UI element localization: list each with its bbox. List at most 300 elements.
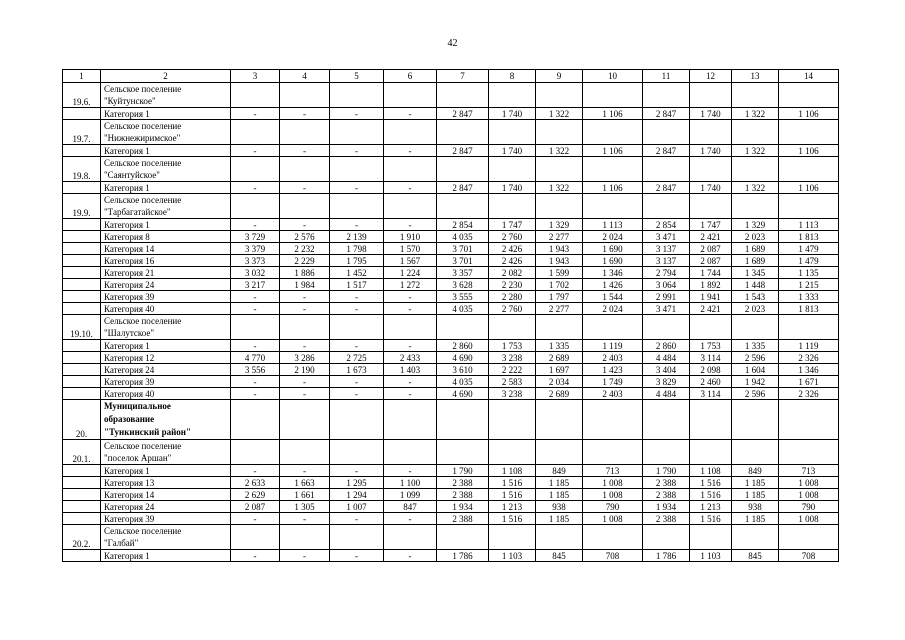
value-cell: 1 135 (779, 267, 839, 279)
empty-cell (489, 83, 536, 108)
value-cell: - (384, 388, 437, 400)
value-cell: 2 280 (489, 291, 536, 303)
value-cell: 2 229 (280, 255, 330, 267)
table-row (63, 352, 839, 364)
name-line: Сельское поселение (104, 195, 182, 205)
value-cell: 2 421 (690, 303, 732, 315)
value-cell: 4 035 (437, 231, 489, 243)
value-cell: 1 544 (583, 291, 643, 303)
empty-cell (536, 315, 583, 340)
value-cell: 4 690 (437, 352, 489, 364)
value-cell: - (231, 513, 280, 525)
row-index-cell (63, 145, 101, 157)
value-cell: - (384, 303, 437, 315)
empty-cell (280, 400, 330, 440)
value-cell: 1 329 (536, 219, 583, 231)
empty-cell (536, 525, 583, 550)
value-cell: 1 106 (583, 182, 643, 194)
value-cell: - (384, 108, 437, 120)
empty-cell (690, 157, 732, 182)
table-row (63, 489, 839, 501)
value-cell: - (384, 182, 437, 194)
value-cell: 1 740 (489, 108, 536, 120)
value-cell: - (231, 550, 280, 562)
value-cell: 2 847 (643, 182, 690, 194)
category-name: Категория 12 (101, 352, 231, 364)
table-row (63, 513, 839, 525)
value-cell: 1 516 (489, 513, 536, 525)
settlement-row (63, 83, 839, 108)
value-cell: 1 008 (583, 513, 643, 525)
empty-cell (779, 400, 839, 440)
column-header-9: 9 (536, 70, 583, 83)
value-cell: - (330, 340, 384, 352)
value-cell: 1 479 (779, 255, 839, 267)
value-cell: - (280, 182, 330, 194)
empty-cell (583, 157, 643, 182)
empty-cell (330, 120, 384, 145)
empty-cell (280, 194, 330, 219)
empty-cell (280, 525, 330, 550)
value-cell: 1 798 (330, 243, 384, 255)
row-index-cell (63, 376, 101, 388)
value-cell: 1 934 (643, 501, 690, 513)
value-cell: - (330, 465, 384, 477)
table-row (63, 279, 839, 291)
value-cell: - (384, 550, 437, 562)
value-cell: 1 934 (437, 501, 489, 513)
category-name: Категория 1 (101, 465, 231, 477)
value-cell: 1 749 (583, 376, 643, 388)
empty-cell (779, 440, 839, 465)
value-cell: 1 106 (583, 108, 643, 120)
empty-cell (384, 194, 437, 219)
empty-cell (231, 525, 280, 550)
value-cell: 1 345 (732, 267, 779, 279)
column-header-3: 3 (231, 70, 280, 83)
value-cell: 1 008 (583, 477, 643, 489)
category-name: Категория 14 (101, 243, 231, 255)
empty-cell (643, 157, 690, 182)
table-row (63, 108, 839, 120)
value-cell: 1 813 (779, 231, 839, 243)
value-cell: 1 690 (583, 255, 643, 267)
value-cell: 1 943 (536, 243, 583, 255)
empty-cell (489, 157, 536, 182)
value-cell: 2 023 (732, 303, 779, 315)
empty-cell (231, 83, 280, 108)
row-index: 20.1. (63, 440, 101, 465)
value-cell: 1 007 (330, 501, 384, 513)
empty-cell (779, 525, 839, 550)
category-name: Категория 1 (101, 108, 231, 120)
value-cell: 3 829 (643, 376, 690, 388)
value-cell: 2 433 (384, 352, 437, 364)
value-cell: - (231, 145, 280, 157)
row-index-cell (63, 219, 101, 231)
name-line: Сельское поселение (104, 158, 182, 168)
value-cell: 3 114 (690, 352, 732, 364)
value-cell: 2 583 (489, 376, 536, 388)
value-cell: 1 099 (384, 489, 437, 501)
value-cell: 1 213 (489, 501, 536, 513)
value-cell: 1 516 (690, 489, 732, 501)
value-cell: 1 106 (583, 145, 643, 157)
value-cell: 2 854 (643, 219, 690, 231)
value-cell: 845 (732, 550, 779, 562)
empty-cell (732, 194, 779, 219)
value-cell: 1 604 (732, 364, 779, 376)
value-cell: 1 753 (690, 340, 732, 352)
row-index-cell (63, 243, 101, 255)
value-cell: 2 860 (437, 340, 489, 352)
value-cell: - (330, 219, 384, 231)
row-index-cell (63, 279, 101, 291)
category-name: Категория 13 (101, 477, 231, 489)
name-line: "Нижнежиримское" (104, 133, 181, 143)
value-cell: 2 847 (643, 145, 690, 157)
value-cell: - (280, 550, 330, 562)
category-name: Категория 39 (101, 291, 231, 303)
value-cell: 3 729 (231, 231, 280, 243)
settlement-name (101, 194, 231, 219)
value-cell: 2 847 (643, 108, 690, 120)
value-cell: 1 185 (732, 477, 779, 489)
value-cell: 1 740 (489, 182, 536, 194)
value-cell: - (280, 340, 330, 352)
value-cell: 2 403 (583, 352, 643, 364)
value-cell: - (231, 303, 280, 315)
value-cell: 3 373 (231, 255, 280, 267)
table-row (63, 145, 839, 157)
name-line: "Куйтунское" (104, 96, 156, 106)
value-cell: 3 555 (437, 291, 489, 303)
value-cell: 1 599 (536, 267, 583, 279)
value-cell: 4 035 (437, 303, 489, 315)
column-header-11: 11 (643, 70, 690, 83)
value-cell: 2 426 (489, 255, 536, 267)
municipality-name (101, 400, 231, 440)
empty-cell (330, 83, 384, 108)
table-row (63, 255, 839, 267)
value-cell: 3 217 (231, 279, 280, 291)
empty-cell (489, 194, 536, 219)
value-cell: 1 185 (536, 477, 583, 489)
category-name: Категория 24 (101, 501, 231, 513)
empty-cell (437, 525, 489, 550)
empty-cell (437, 440, 489, 465)
settlement-row (63, 120, 839, 145)
row-index: 19.10. (63, 315, 101, 340)
value-cell: 2 232 (280, 243, 330, 255)
settlement-row (63, 525, 839, 550)
empty-cell (690, 525, 732, 550)
value-cell: 1 103 (489, 550, 536, 562)
value-cell: 2 860 (643, 340, 690, 352)
value-cell: - (280, 108, 330, 120)
value-cell: - (231, 376, 280, 388)
value-cell: 1 517 (330, 279, 384, 291)
empty-cell (384, 525, 437, 550)
value-cell: - (231, 219, 280, 231)
column-header-12: 12 (690, 70, 732, 83)
value-cell: 2 426 (489, 243, 536, 255)
value-cell: 708 (779, 550, 839, 562)
name-line: Сельское поселение (104, 121, 182, 131)
empty-cell (583, 83, 643, 108)
empty-cell (583, 440, 643, 465)
category-name: Категория 40 (101, 388, 231, 400)
table-row (63, 303, 839, 315)
settlement-name (101, 440, 231, 465)
empty-cell (384, 157, 437, 182)
empty-cell (643, 440, 690, 465)
value-cell: 1 008 (583, 489, 643, 501)
category-name: Категория 1 (101, 550, 231, 562)
value-cell: 1 797 (536, 291, 583, 303)
value-cell: 1 448 (732, 279, 779, 291)
value-cell: 1 747 (489, 219, 536, 231)
empty-cell (231, 157, 280, 182)
empty-cell (231, 194, 280, 219)
value-cell: 4 770 (231, 352, 280, 364)
value-cell: - (231, 291, 280, 303)
empty-cell (384, 400, 437, 440)
value-cell: 2 633 (231, 477, 280, 489)
value-cell: 4 035 (437, 376, 489, 388)
empty-cell (732, 157, 779, 182)
empty-cell (384, 83, 437, 108)
empty-cell (732, 315, 779, 340)
value-cell: 1 479 (779, 243, 839, 255)
value-cell: 713 (583, 465, 643, 477)
value-cell: - (384, 465, 437, 477)
value-cell: 1 008 (779, 513, 839, 525)
row-index-cell (63, 340, 101, 352)
empty-cell (583, 400, 643, 440)
empty-cell (280, 315, 330, 340)
category-name: Категория 1 (101, 219, 231, 231)
name-line: Сельское поселение (104, 441, 182, 451)
value-cell: 2 460 (690, 376, 732, 388)
value-cell: 1 516 (690, 513, 732, 525)
table-row (63, 376, 839, 388)
value-cell: 2 024 (583, 231, 643, 243)
value-cell: 1 910 (384, 231, 437, 243)
value-cell: 1 663 (280, 477, 330, 489)
empty-cell (330, 400, 384, 440)
name-line: образование (104, 414, 155, 424)
value-cell: - (231, 108, 280, 120)
column-header-13: 13 (732, 70, 779, 83)
name-line: "Тункинский район" (104, 427, 191, 437)
value-cell: 1 185 (536, 489, 583, 501)
value-cell: 1 452 (330, 267, 384, 279)
value-cell: - (231, 465, 280, 477)
value-cell: 1 740 (690, 182, 732, 194)
value-cell: 1 740 (690, 108, 732, 120)
empty-cell (732, 525, 779, 550)
value-cell: - (280, 303, 330, 315)
name-line: Муниципальное (104, 401, 171, 411)
name-line: Сельское поселение (104, 526, 182, 536)
empty-cell (330, 194, 384, 219)
empty-cell (489, 120, 536, 145)
table-row (63, 243, 839, 255)
column-header-2: 2 (101, 70, 231, 83)
empty-cell (231, 400, 280, 440)
value-cell: 1 892 (690, 279, 732, 291)
value-cell: 3 379 (231, 243, 280, 255)
row-index-cell (63, 231, 101, 243)
empty-cell (583, 120, 643, 145)
empty-cell (643, 194, 690, 219)
value-cell: 708 (583, 550, 643, 562)
row-index-cell (63, 364, 101, 376)
value-cell: 1 106 (779, 145, 839, 157)
row-index-cell (63, 513, 101, 525)
empty-cell (384, 120, 437, 145)
value-cell: 1 346 (583, 267, 643, 279)
name-line: "Галбай" (104, 538, 139, 548)
value-cell: 2 847 (437, 145, 489, 157)
column-header-4: 4 (280, 70, 330, 83)
category-name: Категория 1 (101, 145, 231, 157)
value-cell: 2 421 (690, 231, 732, 243)
value-cell: 1 322 (732, 145, 779, 157)
value-cell: 1 305 (280, 501, 330, 513)
category-name: Категория 40 (101, 303, 231, 315)
value-cell: 3 628 (437, 279, 489, 291)
value-cell: 4 484 (643, 388, 690, 400)
column-header-8: 8 (489, 70, 536, 83)
settlement-name (101, 157, 231, 182)
value-cell: 3 064 (643, 279, 690, 291)
empty-cell (732, 400, 779, 440)
value-cell: 2 725 (330, 352, 384, 364)
value-cell: 3 032 (231, 267, 280, 279)
row-index-cell (63, 501, 101, 513)
empty-cell (280, 120, 330, 145)
table-row (63, 340, 839, 352)
table-row (63, 182, 839, 194)
row-index: 19.6. (63, 83, 101, 108)
empty-cell (779, 194, 839, 219)
empty-cell (489, 315, 536, 340)
value-cell: 2 087 (231, 501, 280, 513)
value-cell: 1 567 (384, 255, 437, 267)
category-name: Категория 1 (101, 182, 231, 194)
value-cell: 3 114 (690, 388, 732, 400)
tariff-table (62, 69, 839, 562)
row-index: 19.9. (63, 194, 101, 219)
value-cell: 1 790 (437, 465, 489, 477)
value-cell: 1 008 (779, 489, 839, 501)
empty-cell (690, 120, 732, 145)
value-cell: 2 388 (643, 513, 690, 525)
settlement-name (101, 120, 231, 145)
empty-cell (643, 83, 690, 108)
value-cell: 2 847 (437, 182, 489, 194)
value-cell: 1 106 (779, 182, 839, 194)
row-index-cell (63, 291, 101, 303)
value-cell: 938 (536, 501, 583, 513)
value-cell: 1 335 (732, 340, 779, 352)
value-cell: 849 (732, 465, 779, 477)
value-cell: 1 570 (384, 243, 437, 255)
value-cell: 1 346 (779, 364, 839, 376)
value-cell: 847 (384, 501, 437, 513)
category-name: Категория 14 (101, 489, 231, 501)
empty-cell (643, 315, 690, 340)
empty-cell (330, 525, 384, 550)
value-cell: - (384, 145, 437, 157)
value-cell: 1 516 (489, 489, 536, 501)
category-name: Категория 16 (101, 255, 231, 267)
value-cell: 2 596 (732, 388, 779, 400)
value-cell: - (330, 388, 384, 400)
value-cell: 2 326 (779, 388, 839, 400)
value-cell: - (231, 388, 280, 400)
value-cell: 1 423 (583, 364, 643, 376)
empty-cell (732, 440, 779, 465)
value-cell: 1 294 (330, 489, 384, 501)
row-index-cell (63, 489, 101, 501)
value-cell: 1 322 (732, 108, 779, 120)
value-cell: 1 516 (690, 477, 732, 489)
empty-cell (779, 315, 839, 340)
empty-cell (437, 315, 489, 340)
value-cell: 1 786 (643, 550, 690, 562)
empty-cell (690, 315, 732, 340)
value-cell: 2 277 (536, 303, 583, 315)
value-cell: 2 024 (583, 303, 643, 315)
value-cell: - (330, 303, 384, 315)
name-line: Сельское поселение (104, 84, 182, 94)
value-cell: 2 034 (536, 376, 583, 388)
empty-cell (536, 440, 583, 465)
value-cell: 1 100 (384, 477, 437, 489)
value-cell: 1 329 (732, 219, 779, 231)
value-cell: - (280, 219, 330, 231)
name-line: "Тарбагатайское" (104, 207, 171, 217)
value-cell: 1 322 (536, 108, 583, 120)
value-cell: 1 103 (690, 550, 732, 562)
table-row (63, 219, 839, 231)
settlement-name (101, 315, 231, 340)
value-cell: 3 556 (231, 364, 280, 376)
column-header-14: 14 (779, 70, 839, 83)
value-cell: 2 760 (489, 303, 536, 315)
value-cell: 1 295 (330, 477, 384, 489)
value-cell: 1 744 (690, 267, 732, 279)
value-cell: 1 702 (536, 279, 583, 291)
table-row (63, 477, 839, 489)
value-cell: 2 689 (536, 388, 583, 400)
value-cell: 3 137 (643, 243, 690, 255)
row-index: 19.7. (63, 120, 101, 145)
municipality-row (63, 400, 839, 440)
value-cell: 1 697 (536, 364, 583, 376)
value-cell: 1 747 (690, 219, 732, 231)
empty-cell (437, 120, 489, 145)
value-cell: 1 113 (779, 219, 839, 231)
empty-cell (280, 440, 330, 465)
column-header-1: 1 (63, 70, 101, 83)
empty-cell (437, 194, 489, 219)
value-cell: 1 690 (583, 243, 643, 255)
value-cell: 1 185 (732, 489, 779, 501)
